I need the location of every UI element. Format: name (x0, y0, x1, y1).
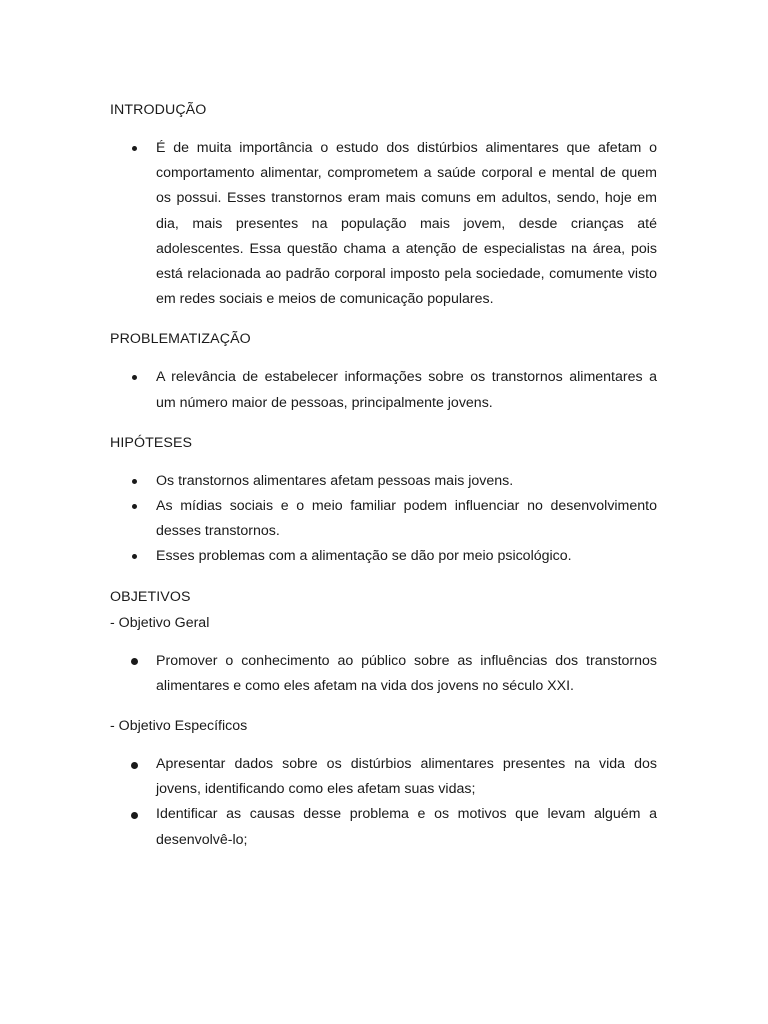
list-item: A relevância de estabelecer informações sobre os transtornos alimentares a um número maior de pessoas, principalmente jovens. (110, 365, 657, 415)
list-item: Promover o conhecimento ao público sobre as influências dos transtornos alimentares e como eles afetam na vida dos jovens no século XXI. (110, 649, 657, 699)
list-item: Os transtornos alimentares afetam pessoas mais jovens. (110, 469, 657, 494)
list-item: Apresentar dados sobre os distúrbios alimentares presentes na vida dos jovens, identificando como eles afetam suas vidas; (110, 752, 657, 802)
list-item: É de muita importância o estudo dos distúrbios alimentares que afetam o comportamento alimentar, comprometem a saúde corporal e mental de quem os possui. Esses transtornos eram mais comuns em adultos, sendo, hoje em dia, mais presentes na população mais jovem, desde crianças até adolescentes. Essa questão chama a atenção de especialistas na área, pois está relacionada ao padrão corporal imposto pela sociedade, comumente visto em redes sociais e meios de comunicação populares. (110, 136, 657, 312)
introducao-list (110, 136, 657, 312)
list-item: As mídias sociais e o meio familiar podem influenciar no desenvolvimento desses transtornos. (110, 494, 657, 544)
list-item: Esses problemas com a alimentação se dão por meio psicológico. (110, 544, 657, 569)
objetivo-especificos-list (110, 752, 657, 853)
objetivo-geral-list (110, 649, 657, 699)
list-item: Identificar as causas desse problema e os motivos que levam alguém a desenvolvê-lo; (110, 802, 657, 852)
document-body (110, 100, 657, 870)
heading-problematizacao: PROBLEMATIZAÇÃO (110, 331, 251, 348)
hipoteses-list (110, 469, 657, 570)
heading-hipoteses: HIPÓTESES (110, 434, 193, 451)
subheading-objetivo-especificos: - Objetivo Específicos (110, 718, 248, 735)
heading-objetivos: OBJETIVOS (110, 588, 191, 605)
heading-introducao: INTRODUÇÃO (110, 102, 207, 118)
problematizacao-list (110, 365, 657, 415)
subheading-objetivo-geral: - Objetivo Geral (110, 614, 210, 631)
